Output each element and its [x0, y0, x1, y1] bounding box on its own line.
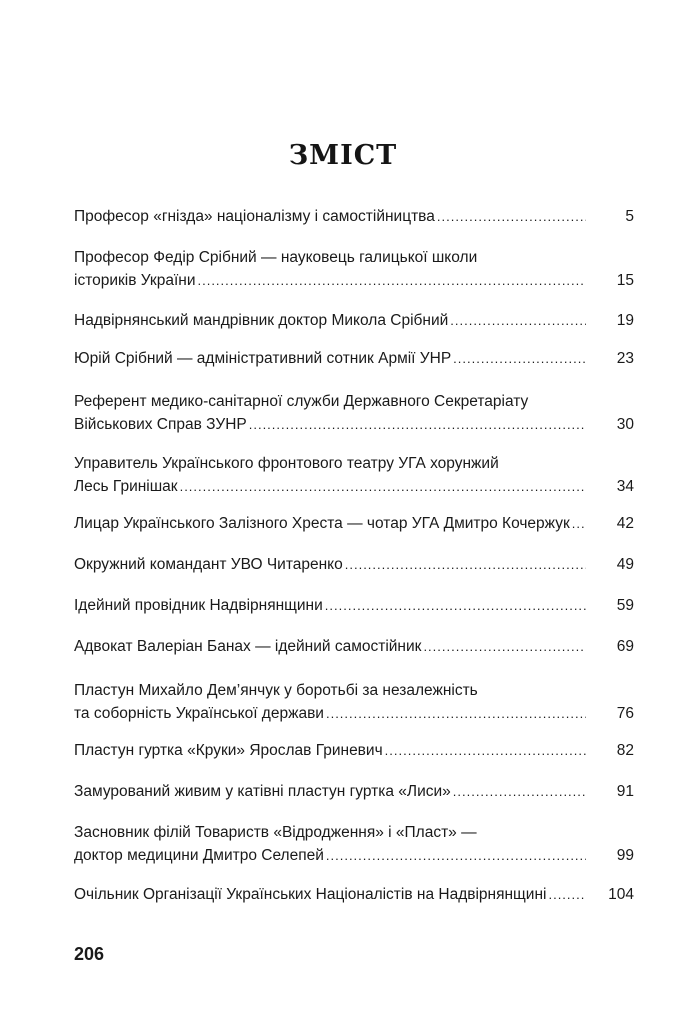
entry-page-number: 76 — [616, 705, 634, 722]
entry-title: Пластун Михайло Дем’янчук у боротьбі за незалежність — [74, 682, 478, 699]
entry-title: Професор Федір Срібний — науковець галицької школи — [74, 249, 478, 266]
dot-leader — [325, 594, 586, 617]
entry-title-continued: та соборність Української держави — [74, 705, 324, 722]
page-number-footer: 206 — [74, 944, 105, 964]
dot-leader — [197, 269, 586, 292]
toc-entry — [74, 205, 634, 228]
toc-entry — [74, 780, 634, 803]
entry-title: Адвокат Валеріан Банах — ідейний самостійник — [74, 638, 422, 655]
dot-leader — [249, 413, 586, 436]
entry-page-number: 82 — [616, 742, 634, 759]
toc-entry — [74, 246, 634, 292]
entry-title: Надвірнянський мандрівник доктор Микола Срібний — [74, 312, 449, 329]
entry-page-number: 49 — [616, 556, 634, 573]
dot-leader — [572, 512, 586, 535]
entry-page-number: 19 — [616, 312, 634, 329]
toc-title: ЗМІСТ — [288, 140, 398, 171]
toc-entry — [74, 679, 634, 725]
toc-entry — [74, 512, 634, 535]
dot-leader — [423, 635, 586, 658]
toc-entry — [74, 553, 634, 576]
dot-leader — [345, 553, 586, 576]
entry-title: Управитель Українського фронтового театру УГА хорунжий — [74, 455, 499, 472]
entry-title: Юрій Срібний — адміністративний сотник Армії УНР — [74, 350, 452, 367]
toc-entry — [74, 635, 634, 658]
dot-leader — [548, 883, 586, 906]
entry-title: Професор «гнізда» націоналізму і самостійництва — [74, 208, 435, 225]
entry-title: Замурований живим у катівні пластун гуртка «Лиси» — [74, 783, 451, 800]
entry-title: Окружний командант УВО Читаренко — [74, 556, 343, 573]
entry-page-number: 30 — [616, 416, 634, 433]
entry-title: Ідейний провідник Надвірнянщини — [74, 597, 323, 614]
entry-page-number: 104 — [608, 886, 634, 903]
dot-leader — [437, 205, 586, 228]
dot-leader — [450, 309, 586, 332]
dot-leader — [180, 475, 586, 498]
entry-title: Референт медико-санітарної служби Державного Секретаріату — [74, 393, 529, 410]
entry-page-number: 69 — [616, 638, 634, 655]
entry-page-number: 42 — [616, 515, 634, 532]
toc-entry — [74, 821, 634, 867]
entry-page-number: 15 — [616, 272, 634, 289]
dot-leader — [326, 702, 586, 725]
entry-page-number: 99 — [616, 847, 634, 864]
entry-title: Пластун гуртка «Круки» Ярослав Гриневич — [74, 742, 383, 759]
entry-page-number: 91 — [616, 783, 634, 800]
entry-title: Лицар Українського Залізного Хреста — чотар УГА Дмитро Кочержук — [74, 515, 570, 532]
toc-entry — [74, 390, 634, 436]
entry-title-continued: доктор медицини Дмитро Селепей — [74, 847, 324, 864]
entry-page-number: 59 — [616, 597, 634, 614]
entry-title-continued: Лесь Гринішак — [74, 478, 178, 495]
entry-page-number: 5 — [625, 208, 634, 225]
toc-entry — [74, 594, 634, 617]
toc-entry — [74, 452, 634, 498]
entry-title-continued: Військових Справ ЗУНР — [74, 416, 247, 433]
toc-entry — [74, 347, 634, 370]
entry-title: Засновник філій Товариств «Відродження» і «Пласт» — — [74, 824, 477, 841]
dot-leader — [453, 780, 586, 803]
toc-entry — [74, 883, 634, 906]
dot-leader — [326, 844, 586, 867]
entry-title: Очільник Організації Українських Націоналістів на Надвірнянщині — [74, 886, 547, 903]
entry-title-continued: істориків України — [74, 272, 196, 289]
entry-page-number: 34 — [616, 478, 634, 495]
toc-entry — [74, 309, 634, 332]
dot-leader — [385, 739, 586, 762]
dot-leader — [453, 347, 586, 370]
toc-entry — [74, 739, 634, 762]
entry-page-number: 23 — [616, 350, 634, 367]
